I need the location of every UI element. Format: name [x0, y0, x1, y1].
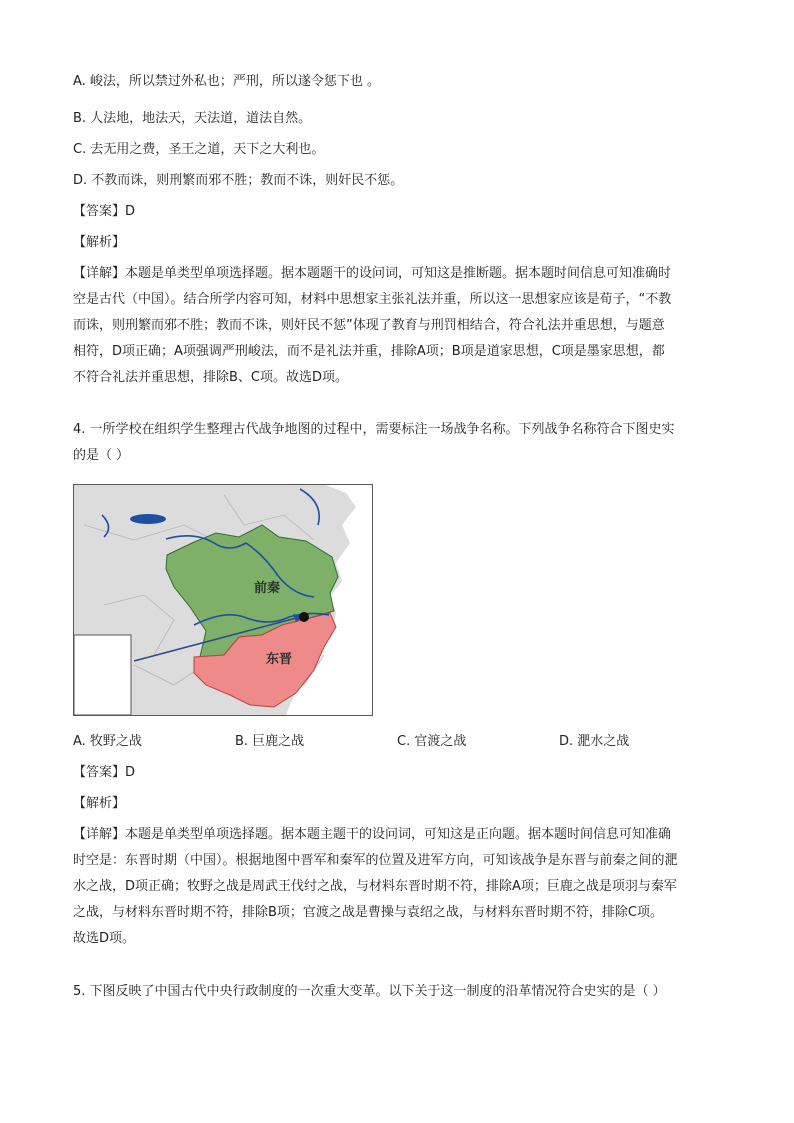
q4-stem-line: 的是（ ） [73, 448, 130, 463]
lake [130, 514, 166, 524]
detail-text: 本题是单类型单项选择题。据本题主题干的设问词，可知这是正向题。据本题时间信息可知准确 [125, 827, 672, 842]
answer-label: 【答案】 [73, 204, 126, 219]
q4-option-d: D. 淝水之战 [559, 734, 630, 749]
q4-detail-line: 之战，与材料东晋时期不符，排除B项；官渡之战是曹操与袁绍之战，与材料东晋时期不符，排除C项。 [73, 905, 663, 920]
q3-analysis-label: 【解析】 [73, 235, 126, 250]
q3-option-d: D. 不教而诛，则刑繁而邪不胜；教而不诛，则奸民不惩。 [73, 173, 404, 188]
q4-analysis-label: 【解析】 [73, 796, 126, 811]
battle-map [73, 484, 373, 716]
q3-detail-line: 而诛，则刑繁而邪不胜；教而不诛，则奸民不惩”体现了教育与刑罚相结合，符合礼法并重思想，与题意 [73, 318, 665, 333]
q4-stem-line: 4. 一所学校在组织学生整理古代战争地图的过程中，需要标注一场战争名称。下列战争名称符合下图史实 [73, 422, 675, 437]
answer-value: D [125, 765, 136, 780]
detail-label: 【详解】 [73, 266, 126, 281]
q3-detail-line: 相符，D项正确；A项强调严刑峻法，而不是礼法并重，排除A项；B项是道家思想，C项是墨家思想，都 [73, 344, 665, 359]
q4-answer [73, 764, 135, 782]
q4-detail-line: 故选D项。 [73, 931, 136, 946]
label-former-qin: 前秦 [254, 581, 281, 596]
q3-detail-line [73, 265, 723, 291]
battle-location-marker [299, 612, 309, 622]
q3-detail-line: 不符合礼法并重思想，排除B、C项。故选D项。 [73, 370, 349, 385]
q3-detail [73, 265, 723, 395]
answer-value: D [125, 204, 136, 219]
q4-detail-line: 时空是：东晋时期（中国）。根据地图中晋军和秦军的位置及进军方向，可知该战争是东晋与前秦之间的淝 [73, 853, 678, 868]
q4-options [73, 733, 723, 751]
q4-detail-line [73, 826, 723, 852]
q3-detail-line: 空是古代（中国）。结合所学内容可知，材料中思想家主张礼法并重，所以这一思想家应该是荀子，“不教 [73, 292, 672, 307]
q4-option-c: C. 官渡之战 [397, 734, 467, 749]
q3-answer [73, 203, 135, 221]
q3-option-a: A. 峻法，所以禁过外私也；严刑，所以遂令惩下也 。 [73, 74, 381, 89]
label-eastern-jin: 东晋 [266, 652, 293, 667]
q3-option-c: C. 去无用之费，圣王之道，天下之大利也。 [73, 142, 325, 157]
q4-detail-line: 水之战，D项正确；牧野之战是周武王伐纣之战，与材料东晋时期不符，排除A项；巨鹿之战是项羽与秦军 [73, 879, 677, 894]
q4-option-b: B. 巨鹿之战 [235, 734, 305, 749]
q4-stem [73, 421, 723, 473]
map-inset-box [74, 635, 131, 715]
detail-label: 【详解】 [73, 827, 126, 842]
answer-label: 【答案】 [73, 765, 126, 780]
q3-option-b: B. 人法地，地法天，天法道，道法自然。 [73, 111, 312, 126]
q4-detail [73, 826, 723, 956]
battle-map-svg [74, 485, 372, 715]
detail-text: 本题是单类型单项选择题。据本题题干的设问词，可知这是推断题。据本题时间信息可知准确时 [125, 266, 672, 281]
q5-stem: 5. 下图反映了中国古代中央行政制度的一次重大变革。以下关于这一制度的沿革情况符合史实的是（ ） [73, 984, 666, 999]
q4-option-a: A. 牧野之战 [73, 734, 142, 749]
